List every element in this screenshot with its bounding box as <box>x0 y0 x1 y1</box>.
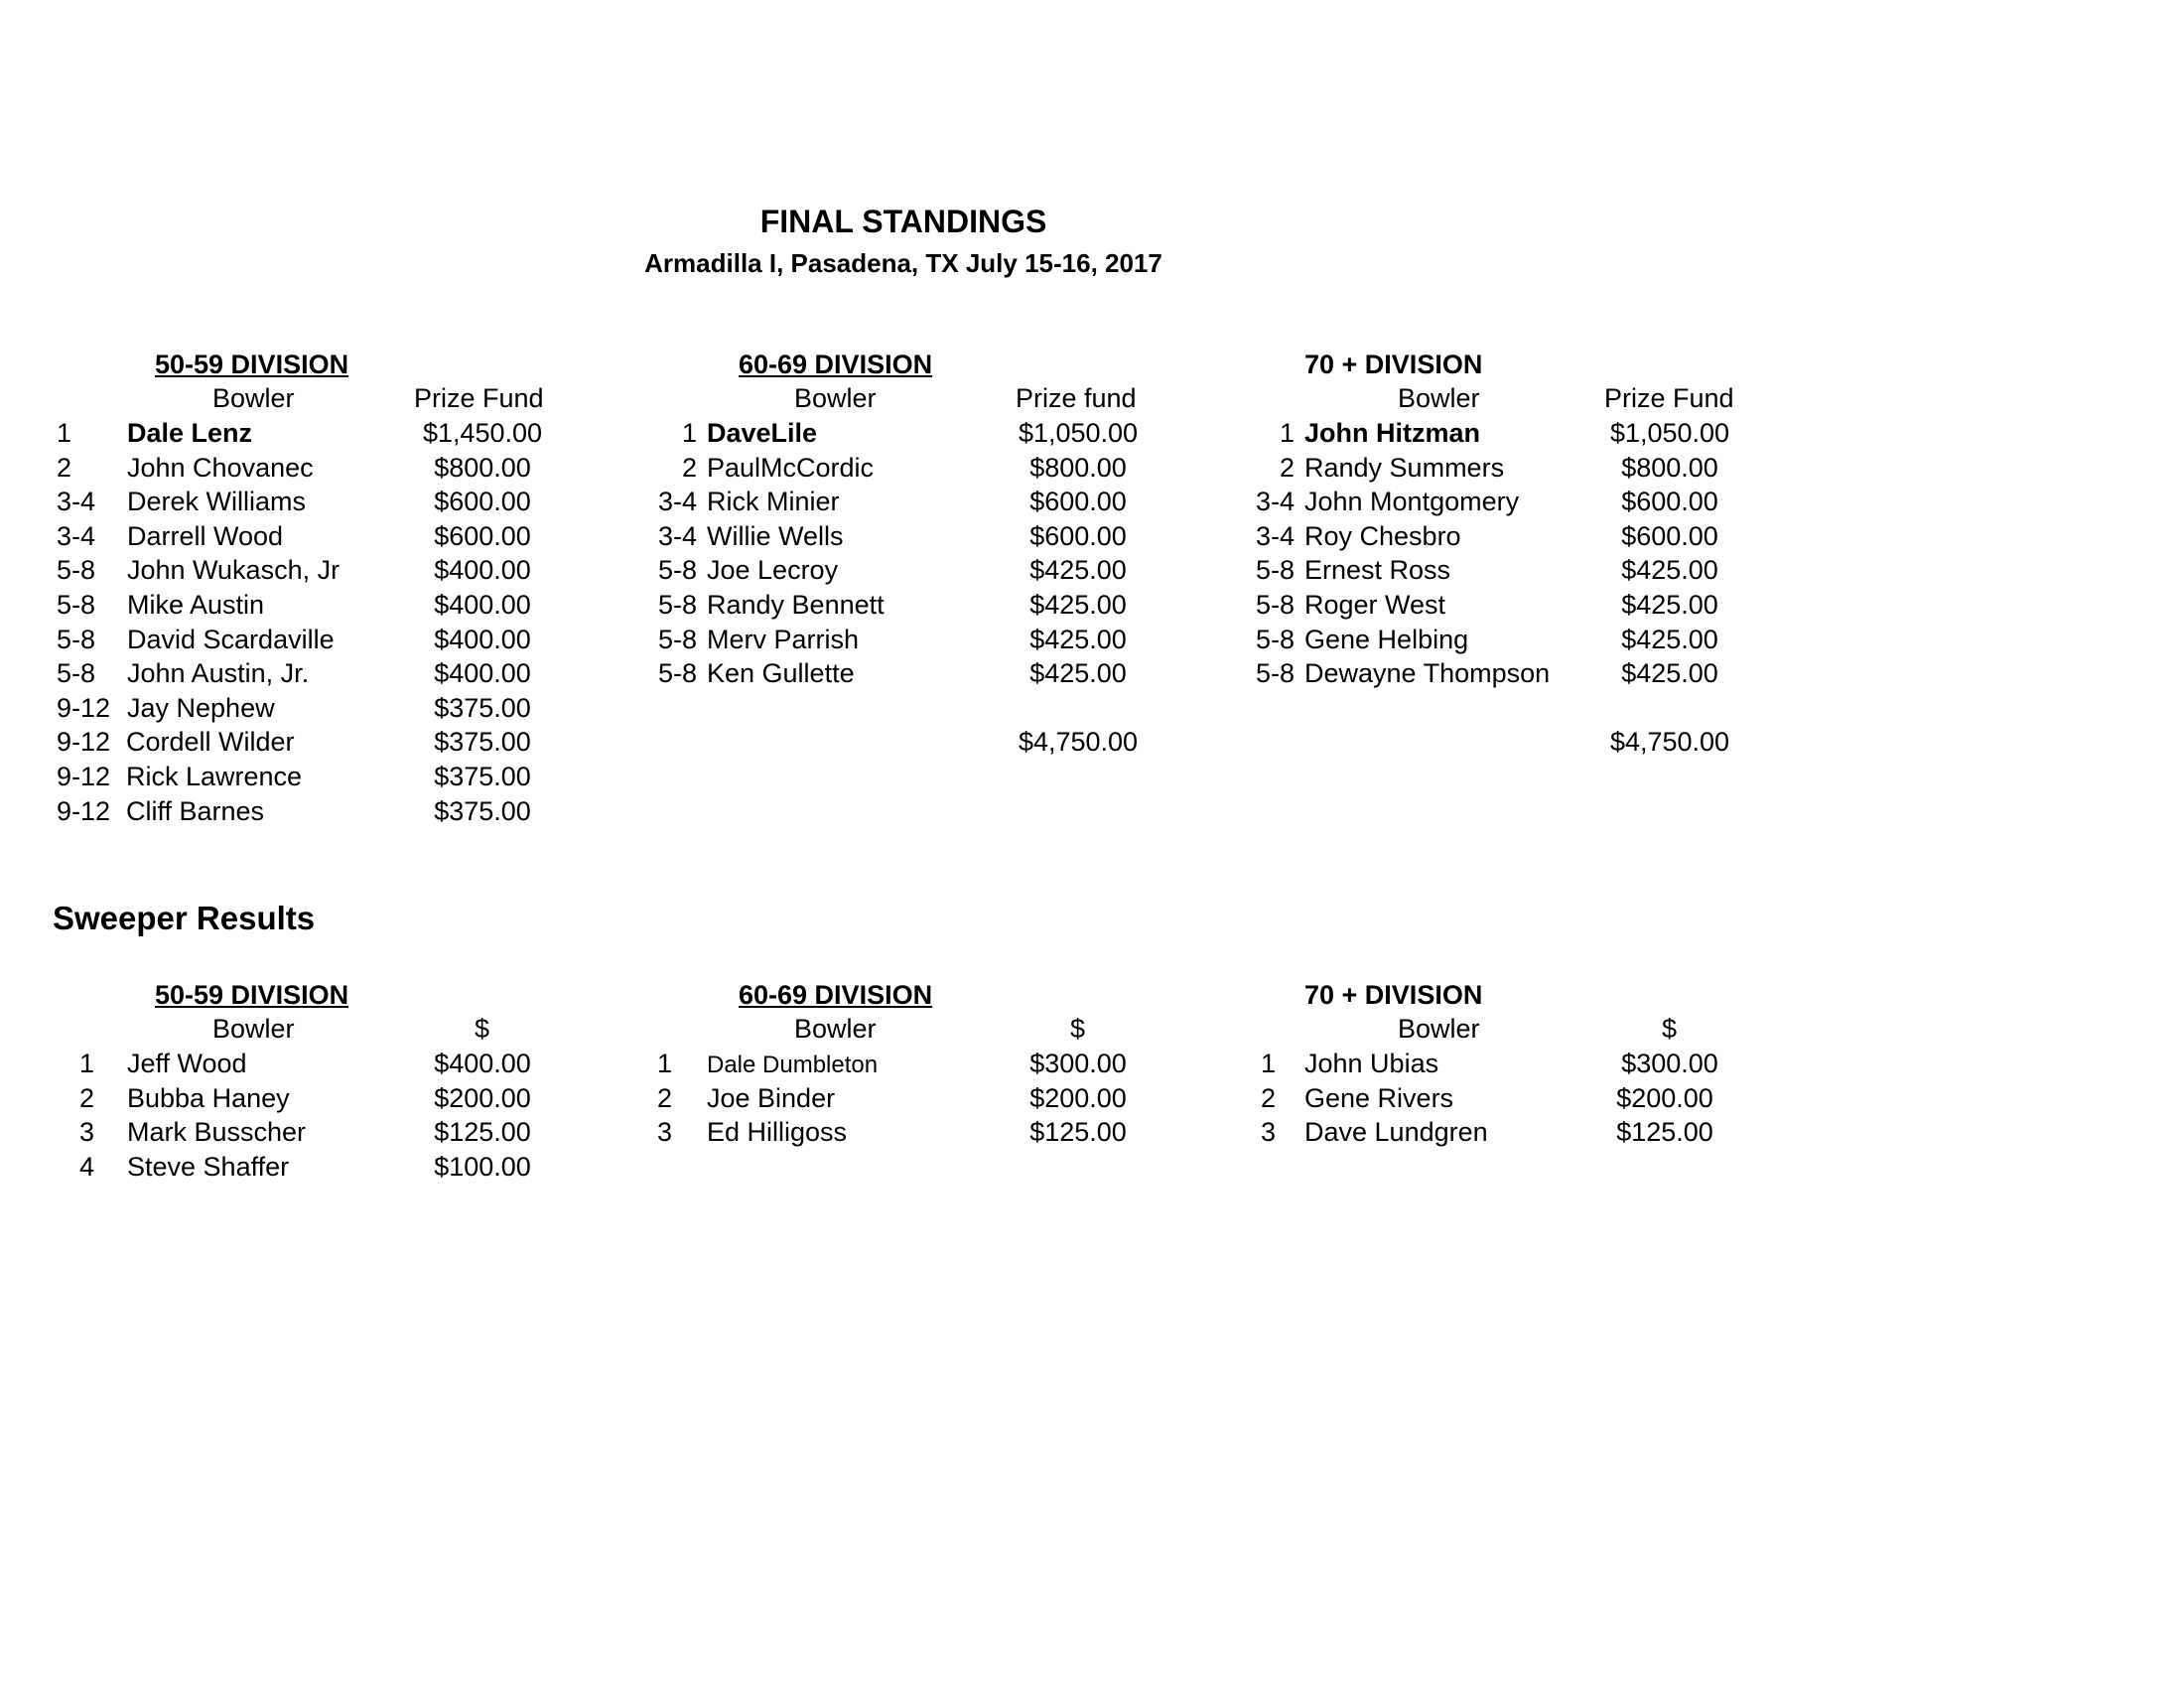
bowler-name: Cliff Barnes <box>126 795 265 826</box>
bowler-name: Ken Gullette <box>707 658 855 689</box>
bowler-name: Dale Dumbleton <box>707 1052 879 1078</box>
place: 2 <box>57 452 72 483</box>
place: 5-8 <box>657 624 697 654</box>
place: 3-4 <box>1255 520 1295 551</box>
bowler-name: Joe Binder <box>707 1082 836 1113</box>
place: 3-4 <box>657 487 697 517</box>
place: 5-8 <box>657 658 697 689</box>
prize-amount: $600.00 <box>1029 520 1127 551</box>
place: 3-4 <box>1255 487 1295 517</box>
place: 2 <box>1261 1082 1277 1113</box>
place: 5-8 <box>1255 624 1295 654</box>
division-total: $4,750.00 <box>1609 727 1730 757</box>
division-title: 60-69 DIVISION <box>739 980 933 1010</box>
page-subtitle: Armadilla I, Pasadena, TX July 15-16, 2017 <box>644 248 1162 278</box>
place: 5-8 <box>657 555 697 586</box>
place: 5-8 <box>1255 555 1295 586</box>
prize-amount: $425.00 <box>1621 555 1718 586</box>
prize-amount: $400.00 <box>434 555 531 586</box>
prize-amount: $200.00 <box>434 1082 531 1113</box>
prize-amount: $200.00 <box>1029 1082 1127 1113</box>
place: 1 <box>79 1049 95 1078</box>
amount-header: $ <box>1662 1014 1678 1044</box>
division-title: 70 + DIVISION <box>1304 980 1483 1010</box>
division-title: 70 + DIVISION <box>1304 350 1483 379</box>
bowler-name: Willie Wells <box>707 520 844 551</box>
prize-amount: $600.00 <box>434 487 531 517</box>
prize-amount: $800.00 <box>1029 452 1127 483</box>
bowler-name: John Montgomery <box>1304 487 1520 517</box>
prize-amount: $600.00 <box>1029 487 1127 517</box>
bowler-name: Gene Helbing <box>1304 624 1469 654</box>
prize-amount: $1,050.00 <box>1609 418 1730 448</box>
place: 2 <box>681 452 697 483</box>
place: 5-8 <box>1255 658 1295 689</box>
bowler-name: DaveLile <box>707 418 818 448</box>
place: 5-8 <box>657 589 697 620</box>
place: 2 <box>79 1082 95 1113</box>
bowler-name: Roy Chesbro <box>1304 520 1461 551</box>
place: 2 <box>657 1082 673 1113</box>
place: 2 <box>1279 452 1295 483</box>
prize-amount: $800.00 <box>434 452 531 483</box>
prize-header: Prize Fund <box>414 383 544 413</box>
place: 1 <box>681 418 697 448</box>
prize-amount: $125.00 <box>1616 1117 1713 1148</box>
bowler-name: Bubba Haney <box>127 1082 290 1113</box>
division-title: 60-69 DIVISION <box>739 350 933 379</box>
prize-header: Prize fund <box>1016 383 1137 413</box>
bowler-name: Derek Williams <box>127 487 307 517</box>
place: 3 <box>79 1117 95 1148</box>
place: 5-8 <box>1255 589 1295 620</box>
sweeper-title: Sweeper Results <box>53 900 316 936</box>
bowler-name: Randy Bennett <box>707 589 885 620</box>
prize-header: Prize Fund <box>1604 383 1734 413</box>
bowler-header: Bowler <box>212 1014 295 1044</box>
prize-amount: $800.00 <box>1621 452 1718 483</box>
amount-header: $ <box>1070 1014 1086 1044</box>
prize-amount: $425.00 <box>1621 624 1718 654</box>
prize-amount: $375.00 <box>434 692 531 723</box>
bowler-name: Randy Summers <box>1304 452 1505 483</box>
bowler-header: Bowler <box>794 383 877 413</box>
bowler-name: John Ubias <box>1304 1049 1439 1078</box>
bowler-name: John Hitzman <box>1304 418 1481 448</box>
bowler-header: Bowler <box>212 383 295 413</box>
place: 3-4 <box>57 487 96 517</box>
bowler-header: Bowler <box>1398 383 1480 413</box>
bowler-name: Jeff Wood <box>127 1049 247 1078</box>
prize-amount: $375.00 <box>434 795 531 826</box>
prize-amount: $425.00 <box>1621 589 1718 620</box>
prize-amount: $200.00 <box>1616 1082 1713 1113</box>
bowler-name: Dave Lundgren <box>1304 1117 1488 1148</box>
division-title: 50-59 DIVISION <box>155 350 349 379</box>
prize-amount: $425.00 <box>1621 658 1718 689</box>
prize-amount: $600.00 <box>1621 487 1718 517</box>
place: 5-8 <box>57 555 96 586</box>
place: 9-12 <box>57 727 111 758</box>
bowler-name: David Scardaville <box>127 624 335 654</box>
prize-amount: $400.00 <box>434 658 531 689</box>
bowler-name: Mark Busscher <box>127 1117 307 1148</box>
bowler-name: Joe Lecroy <box>707 555 839 586</box>
bowler-name: Darrell Wood <box>127 520 284 551</box>
bowler-name: Rick Lawrence <box>126 761 303 791</box>
place: 1 <box>1279 418 1295 448</box>
prize-amount: $1,050.00 <box>1018 418 1139 448</box>
bowler-name: Dale Lenz <box>127 418 253 448</box>
bowler-name: PaulMcCordic <box>707 452 875 483</box>
bowler-name: Dewayne Thompson <box>1304 658 1551 689</box>
bowler-name: Gene Rivers <box>1304 1082 1454 1113</box>
prize-amount: $1,450.00 <box>422 418 543 448</box>
bowler-name: John Chovanec <box>127 452 314 483</box>
bowler-name: Steve Shaffer <box>127 1151 290 1182</box>
prize-amount: $125.00 <box>1029 1117 1127 1148</box>
place: 3 <box>1261 1117 1277 1148</box>
place: 3-4 <box>657 520 697 551</box>
prize-amount: $300.00 <box>1029 1049 1127 1078</box>
prize-amount: $400.00 <box>434 1049 531 1078</box>
bowler-header: Bowler <box>1398 1014 1480 1044</box>
prize-amount: $425.00 <box>1029 658 1127 689</box>
place: 4 <box>79 1151 95 1182</box>
prize-amount: $300.00 <box>1621 1049 1718 1078</box>
prize-amount: $425.00 <box>1029 589 1127 620</box>
bowler-name: Jay Nephew <box>127 692 275 723</box>
division-title: 50-59 DIVISION <box>155 980 349 1010</box>
prize-amount: $400.00 <box>434 589 531 620</box>
place: 1 <box>57 418 72 448</box>
bowler-name: Mike Austin <box>127 589 265 620</box>
bowler-name: Roger West <box>1304 589 1446 620</box>
bowler-name: Ed Hilligoss <box>707 1117 848 1148</box>
prize-amount: $600.00 <box>434 520 531 551</box>
prize-amount: $600.00 <box>1621 520 1718 551</box>
prize-amount: $125.00 <box>434 1117 531 1148</box>
prize-amount: $400.00 <box>434 624 531 654</box>
place: 9-12 <box>57 795 111 826</box>
page-title: FINAL STANDINGS <box>759 204 1047 239</box>
bowler-name: John Austin, Jr. <box>127 658 310 689</box>
bowler-header: Bowler <box>794 1014 877 1044</box>
place: 9-12 <box>57 761 111 791</box>
place: 1 <box>1261 1049 1277 1078</box>
bowler-name: Merv Parrish <box>707 624 860 654</box>
place: 5-8 <box>57 589 96 620</box>
place: 3-4 <box>57 520 96 551</box>
prize-amount: $425.00 <box>1029 624 1127 654</box>
bowler-name: Ernest Ross <box>1304 555 1451 586</box>
bowler-name: Cordell Wilder <box>126 727 295 758</box>
place: 1 <box>657 1049 673 1078</box>
place: 5-8 <box>57 624 96 654</box>
place: 3 <box>657 1117 673 1148</box>
bowler-name: John Wukasch, Jr <box>127 555 341 586</box>
bowler-name: Rick Minier <box>707 487 840 517</box>
place: 5-8 <box>57 658 96 689</box>
prize-amount: $100.00 <box>434 1151 531 1182</box>
prize-amount: $375.00 <box>434 761 531 791</box>
prize-amount: $425.00 <box>1029 555 1127 586</box>
prize-amount: $375.00 <box>434 727 531 758</box>
place: 9-12 <box>57 692 111 723</box>
amount-header: $ <box>475 1014 490 1044</box>
division-total: $4,750.00 <box>1018 727 1139 757</box>
